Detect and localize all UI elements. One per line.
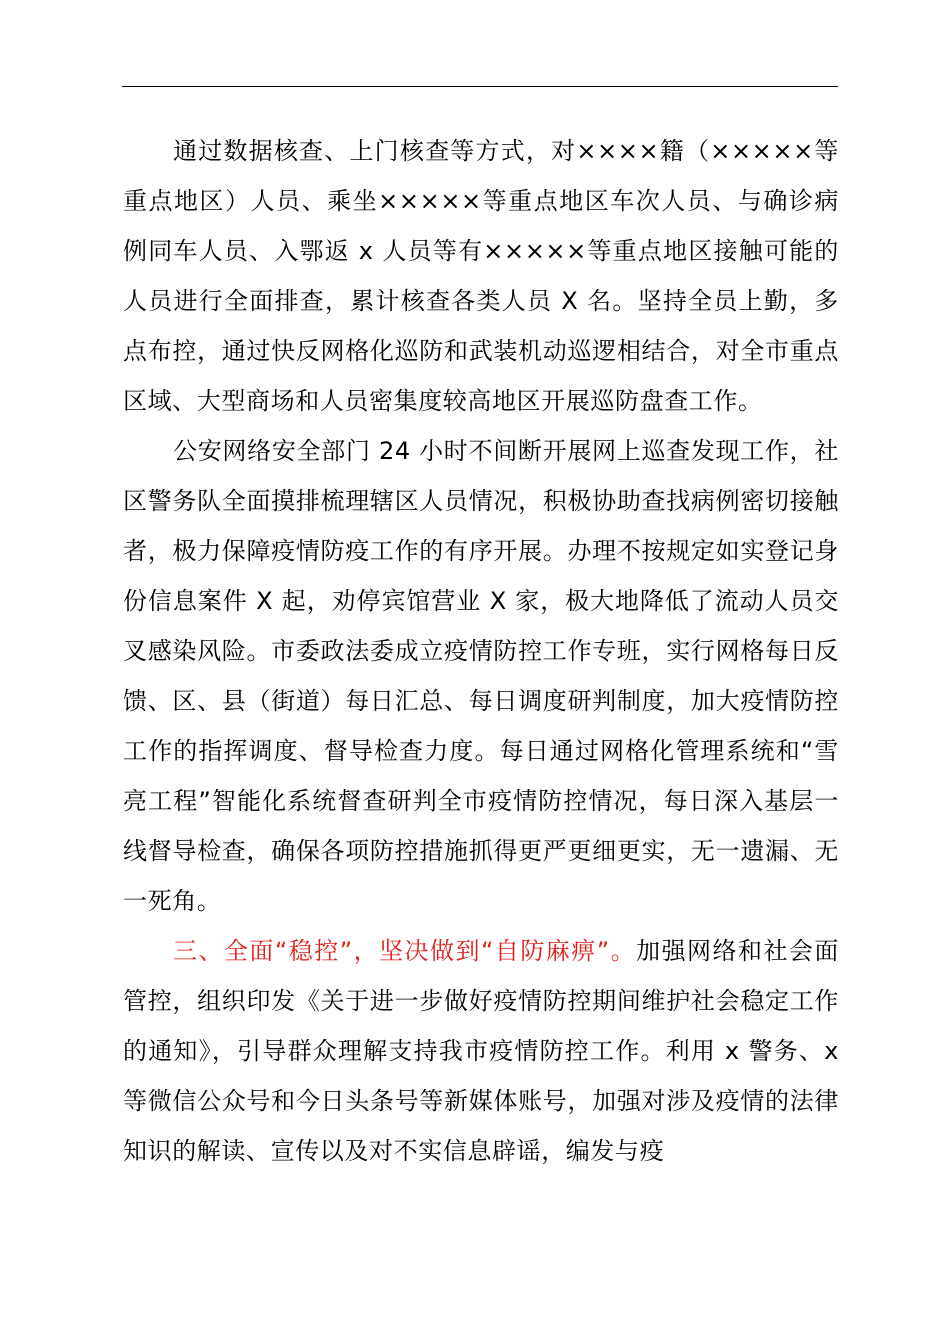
paragraph-text: 加强网络和社会面管控，组织印发《关于进一步做好疫情防控期间维护社会稳定工作的通知》，引导群众理解支持我市疫情防控工作。利用 x 警务、x 等微信公众号和今日头条号等新媒体账号，加强对涉及疫情的法律知识的解读、宣传以及对不实信息辟谣，编发与疫 bbox=[123, 937, 839, 1165]
paragraph-text: 通过数据核查、上门核查等方式，对××××籍（×××××等重点地区）人员、乘坐×××××等重点地区车次人员、与确诊病例同车人员、入鄂返 x 人员等有×××××等重点地区接触可能的人员进行全面排查，累计核查各类人员 X 名。坚持全员上勤，多点布控，通过快反网格化巡防和武装机动巡逻相结合，对全市重点区域、大型商场和人员密集度较高地区开展巡防盘查工作。 bbox=[123, 137, 839, 415]
section-heading-3: 三、全面“稳控”，坚决做到“自防麻痹”。 bbox=[173, 937, 637, 965]
paragraph-text: 公安网络安全部门 24 小时不间断开展网上巡查发现工作，社区警务队全面摸排梳理辖区人员情况，积极协助查找病例密切接触者，极力保障疫情防疫工作的有序开展。办理不按规定如实登记身份信息案件 X 起，劝停宾馆营业 X 家，极大地降低了流动人员交叉感染风险。市委政法委成立疫情防控工作专班，实行网格每日反馈、区、县（街道）每日汇总、每日调度研判制度，加大疫情防控工作的指挥调度、督导检查力度。每日通过网格化管理系统和“雪亮工程”智能化系统督查研判全市疫情防控情况，每日深入基层一线督导检查，确保各项防控措施抓得更严更细更实，无一遗漏、无一死角。 bbox=[123, 437, 839, 915]
header-rule bbox=[122, 86, 838, 87]
page-body bbox=[123, 126, 839, 1176]
paragraph-data-verification bbox=[123, 126, 839, 426]
paragraph-network-security bbox=[123, 426, 839, 926]
paragraph-stability-control bbox=[123, 926, 839, 1176]
